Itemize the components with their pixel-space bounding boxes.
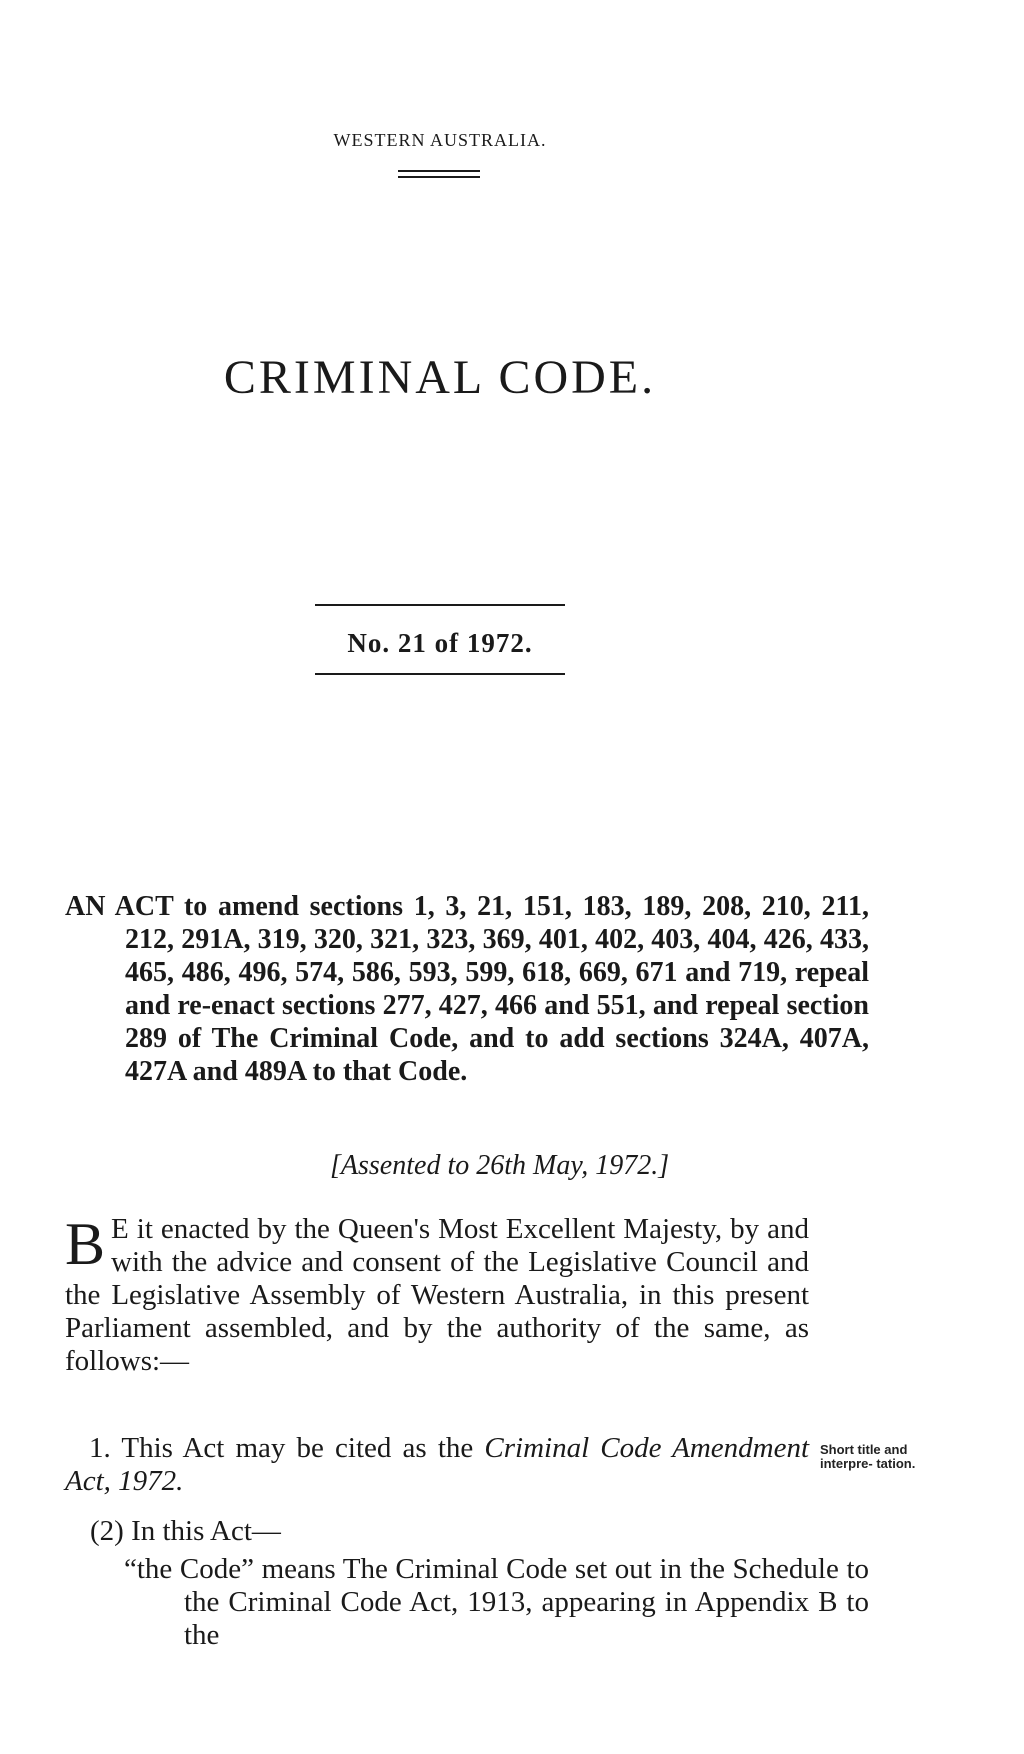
heading-rule-top [398,170,480,172]
short-title-citation: Criminal Code Amendment Act, 1972. [65,1432,810,1497]
subsection-2: (2) In this Act— [90,1515,281,1547]
enacting-clause [65,1213,809,1378]
drop-cap: B [65,1211,106,1277]
act-title: CRIMINAL CODE. [223,351,657,404]
marginal-note: Short title and interpre- tation. [820,1442,916,1471]
enacting-text: E it enacted by the Queen's Most Excellent Majesty, by and with the advice and consent of the Legislative Council and the Legislative Assembly of Western Australia, in this present Parliament assembled, and by the authority of the same, as follows:— [65,1213,809,1377]
section-number: 1. [89,1432,111,1464]
act-number-rule-top [315,604,565,606]
assent-open-bracket: [ [330,1150,341,1181]
heading-rule-bottom [398,176,480,178]
act-number: No. 21 of 1972. [347,628,533,658]
jurisdiction-heading: WESTERN AUSTRALIA. [333,130,547,150]
assent-close-bracket: ] [658,1150,670,1181]
definition-the-code: “the Code” means The Criminal Code set out in the Schedule to the Criminal Code Act, 1913, appearing in Appendix B to the [124,1553,869,1651]
section-1 [65,1432,809,1498]
section-text: This Act may be cited as the [121,1432,474,1464]
assent-line [330,1150,810,1182]
assent-text: Assented to 26th May, 1972. [340,1150,659,1181]
long-title: AN ACT to amend sections 1, 3, 21, 151, 183, 189, 208, 210, 211, 212, 291A, 319, 320, 321, 323, 369, 401, 402, 403, 404, 426, 433, 465, 486, 496, 574, 586, 593, 599, 618, 669, 671 and 719, repeal and re-enact sections 277, 427, 466 and 551, and repeal section 289 of The Criminal Code, and to add sections 324A, 407A, 427A and 489A to that Code. [65,891,869,1087]
act-number-rule-bottom [315,673,565,675]
